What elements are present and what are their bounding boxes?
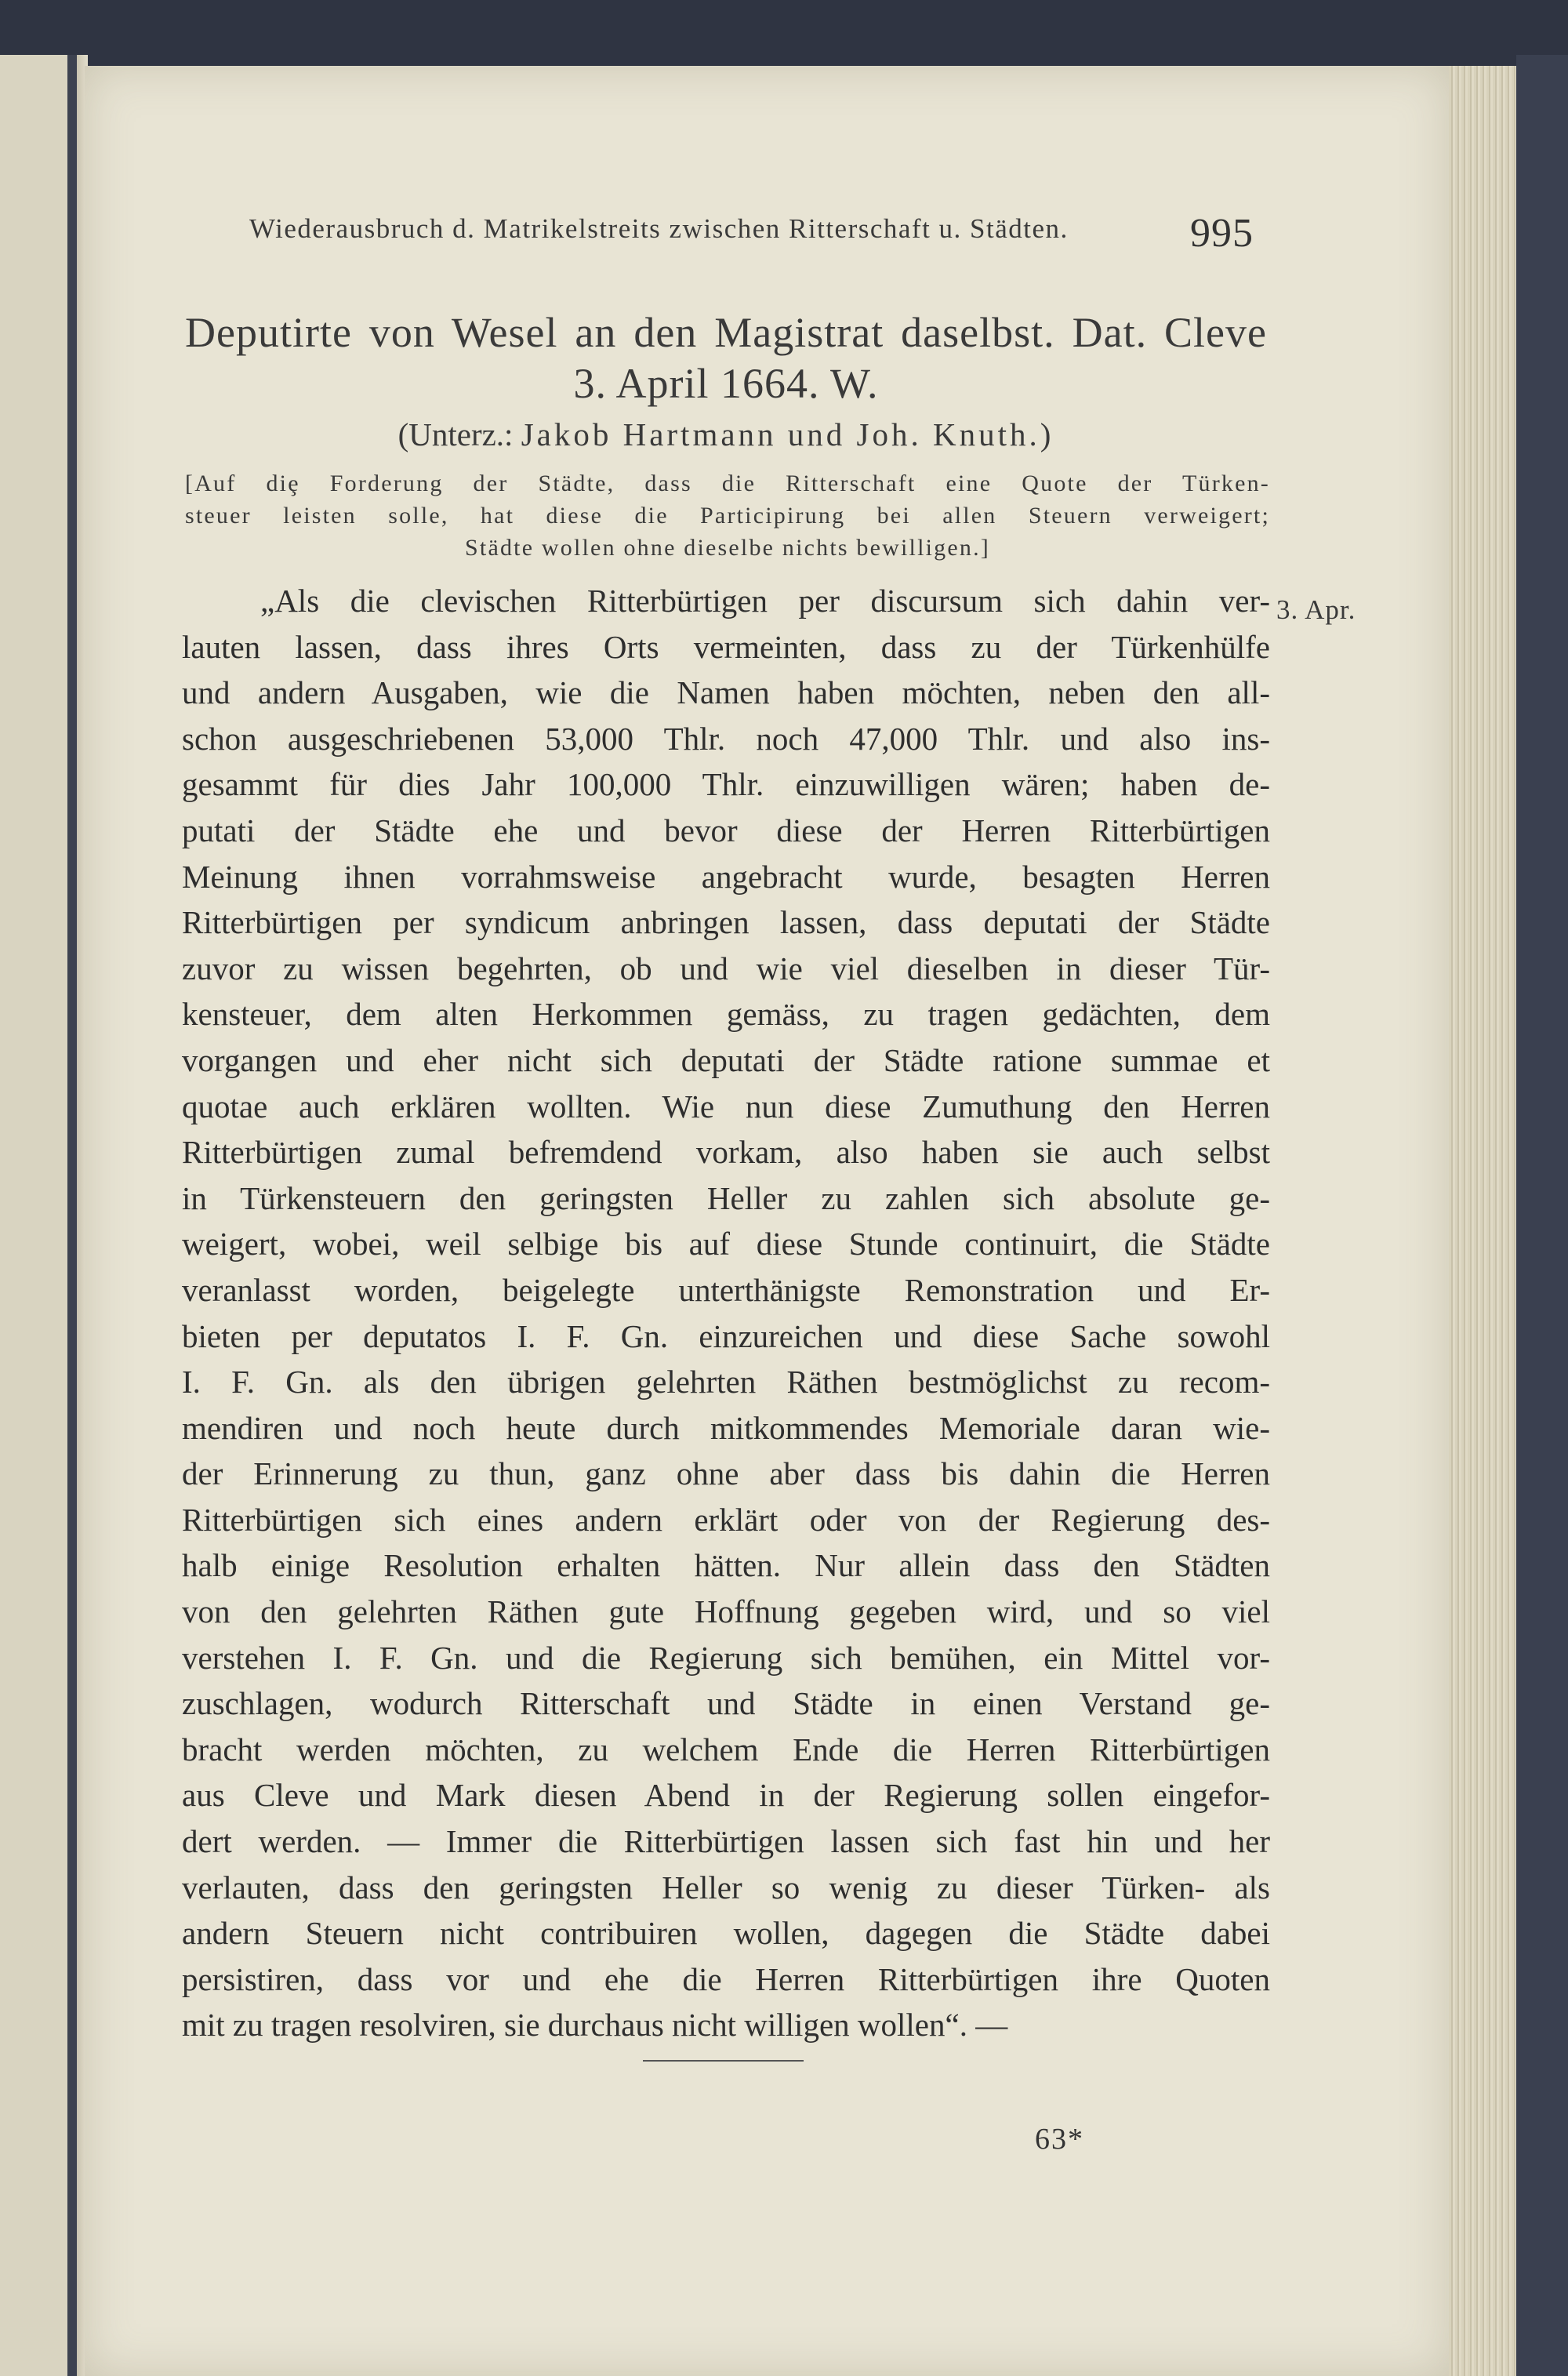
body-line: quotae auch erklären wollten. Wie nun diese Zumuthung den Herren [182,1088,1270,1124]
margin-date-note: 3. Apr. [1276,594,1356,625]
body-line: Ritterbürtigen sich eines andern erklärt oder von der Regierung des- [182,1501,1270,1538]
body-line: bracht werden möchten, zu welchem Ende die Herren Ritterbürtigen [182,1731,1270,1767]
body-line: Meinung ihnen vorrahmsweise angebracht wurde, besagten Herren [182,858,1270,895]
body-line: schon ausgeschriebenen 53,000 Thlr. noch 47,000 Thlr. und also ins- [182,720,1270,757]
body-line: „Als die clevischen Ritterbürtigen per discursum sich dahin ver- [260,583,1270,619]
body-line: zuvor zu wissen begehrten, ob und wie viel dieselben in dieser Tür- [182,950,1270,986]
body-line: persistiren, dass vor und ehe die Herren Ritterbürtigen ihre Quoten [182,1960,1270,1997]
summary-line: Städte wollen ohne dieselbe nichts bewilligen.] [465,535,990,561]
book-cover-right [1516,55,1568,2376]
body-line: andern Steuern nicht contribuiren wollen, dagegen die Städte dabei [182,1915,1270,1952]
body-line: veranlasst worden, beigelegte unterthänigste Remonstration und Er- [182,1271,1270,1308]
editorial-summary [185,467,1270,564]
body-line: zuschlagen, wodurch Ritterschaft und Städte in einen Verstand ge- [182,1685,1270,1722]
page-number: 995 [1190,211,1254,256]
body-line: aus Cleve und Mark diesen Abend in der Regierung sollen eingefor- [182,1777,1270,1814]
body-line: bieten per deputatos I. F. Gn. einzureichen und diese Sache sowohl [182,1317,1270,1354]
left-page-edge [0,55,72,2376]
body-text [182,578,1270,2048]
body-line: in Türkensteuern den geringsten Heller zu zahlen sich absolute ge- [182,1179,1270,1216]
body-line: vorgangen und eher nicht sich deputati der Städte ratione summae et [182,1041,1270,1078]
summary-line: [Auf diȩ Forderung der Städte, dass die Ritterschaft eine Quote der Türken- [185,470,1270,496]
body-line: Ritterbürtigen zumal befremdend vorkam, also haben sie auch selbst [182,1134,1270,1171]
document-title-line-1: Deputirte von Wesel an den Magistrat daselbst. Dat. Cleve [185,309,1267,356]
body-line: halb einige Resolution erhalten hätten. Nur allein dass den Städten [182,1547,1270,1584]
document-title-line-2: 3. April 1664. W. [573,360,879,407]
printer-signature-mark: 63* [1035,2123,1084,2156]
body-line: und andern Ausgaben, wie die Namen haben möchten, neben den all- [182,674,1270,711]
body-line: kensteuer, dem alten Herkommen gemäss, zu tragen gedächten, dem [182,996,1270,1033]
body-line: weigert, wobei, weil selbige bis auf diese Stunde continuirt, die Städte [182,1226,1270,1262]
running-head: Wiederausbruch d. Matrikelstreits zwischen Ritterschaft u. Städten. [249,213,1069,244]
signatories [185,416,1267,453]
body-line: I. F. Gn. als den übrigen gelehrten Räthen bestmöglichst zu recom- [182,1364,1270,1401]
body-line: Ritterbürtigen per syndicum anbringen lassen, dass deputati der Städte [182,904,1270,941]
summary-line: steuer leisten solle, hat diese die Participirung bei allen Steuern verweigert; [185,503,1270,529]
body-line: verlauten, dass den geringsten Heller so wenig zu dieser Türken- als [182,1869,1270,1906]
body-line: gesammt für dies Jahr 100,000 Thlr. einzuwilligen wären; haben de- [182,766,1270,803]
signatories-prefix: (Unterz.: [397,416,514,452]
body-line: putati der Städte ehe und bevor diese der Herren Ritterbürtigen [182,812,1270,848]
body-line: von den gelehrten Räthen gute Hoffnung gegeben wird, und so viel [182,1593,1270,1630]
signatories-names: Jakob Hartmann und Joh. Knuth.) [521,416,1054,452]
body-line: verstehen I. F. Gn. und die Regierung sich bemühen, ein Mittel vor- [182,1639,1270,1676]
body-line: mit zu tragen resolviren, sie durchaus nicht willigen wollen“. — [182,2007,1008,2044]
section-end-rule [643,2060,804,2062]
page-stack-edges [1449,66,1516,2376]
body-line: dert werden. — Immer die Ritterbürtigen lassen sich fast hin und her [182,1823,1270,1860]
body-line: mendiren und noch heute durch mitkommendes Memoriale daran wie- [182,1409,1270,1446]
body-line: lauten lassen, dass ihres Orts vermeinten, dass zu der Türkenhülfe [182,628,1270,665]
body-line: der Erinnerung zu thun, ganz ohne aber dass bis dahin die Herren [182,1455,1270,1492]
